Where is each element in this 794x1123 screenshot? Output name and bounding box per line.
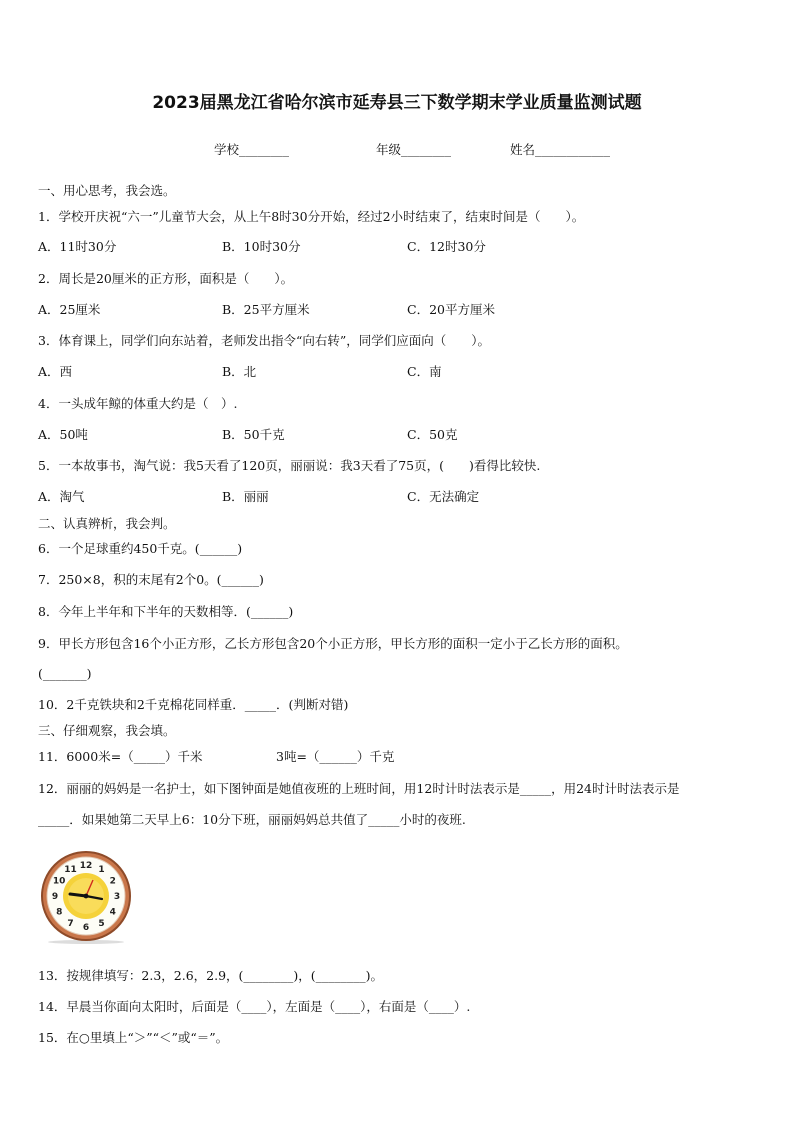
- q9-line2: (_______): [38, 666, 92, 681]
- q1-option-c: C．12时30分: [407, 239, 486, 254]
- q12-line2: _____．如果她第二天早上6：10分下班，丽丽妈妈总共值了_____小时的夜班.: [38, 812, 466, 827]
- q3-option-c: C．南: [407, 364, 442, 379]
- q12-line1: 12．丽丽的妈妈是一名护士，如下图钟面是她值夜班的上班时间，用12时计时法表示是_____，用24时计时法表示是: [38, 781, 680, 796]
- q13: 13．按规律填写：2.3，2.6，2.9，(________)，(________)。: [38, 968, 384, 983]
- q15: 15．在○里填上“＞”“＜”或“＝”。: [38, 1030, 229, 1045]
- clock-numeral: 8: [56, 907, 63, 918]
- section-2-heading: 二、认真辨析，我会判。: [38, 516, 176, 531]
- clock-numeral: 10: [52, 876, 66, 887]
- q11-part1: 11．6000米=（_____）千米: [38, 749, 203, 764]
- q2-stem: 2．周长是20厘米的正方形，面积是（ ）。: [38, 271, 294, 286]
- section-3-heading: 三、仔细观察，我会填。: [38, 723, 176, 738]
- q1-stem: 1．学校开庆祝“六一”儿童节大会，从上午8时30分开始，经过2小时结束了，结束时间是（ ）。: [38, 209, 585, 224]
- hour-hand: [70, 894, 86, 896]
- q1-option-a: A．11时30分: [38, 239, 117, 254]
- clock-numeral: 6: [82, 923, 90, 933]
- q3-option-b: B．北: [222, 364, 257, 379]
- clock-numeral: 7: [67, 918, 74, 929]
- section-1-heading: 一、用心思考，我会选。: [38, 183, 176, 198]
- q4-option-a: A．50吨: [38, 427, 88, 442]
- q14: 14．早晨当你面向太阳时，后面是（____），左面是（____），右面是（____）.: [38, 999, 471, 1014]
- q4-stem: 4．一头成年鲸的体重大约是（ ）.: [38, 396, 238, 411]
- q5-option-b: B．丽丽: [222, 489, 269, 504]
- grade-field: 年级________: [376, 142, 452, 157]
- q3-option-a: A．西: [38, 364, 73, 379]
- q6: 6．一个足球重约450千克。(______): [38, 541, 243, 556]
- clock-numeral: 3: [113, 892, 121, 902]
- page-title: 2023届黑龙江省哈尔滨市延寿县三下数学期末学业质量监测试题: [152, 93, 642, 113]
- q10: 10．2千克铁块和2千克棉花同样重．_____．(判断对错): [38, 697, 349, 712]
- clock-numeral: 5: [98, 918, 105, 929]
- q2-option-b: B．25平方厘米: [222, 302, 310, 317]
- q8: 8．今年上半年和下半年的天数相等．(______): [38, 604, 294, 619]
- clock-numeral: 1: [98, 865, 105, 876]
- q9-line1: 9．甲长方形包含16个小正方形，乙长方形包含20个小正方形，甲长方形的面积一定小于乙长方形的面积。: [38, 636, 628, 651]
- clock-numeral: 4: [109, 907, 116, 918]
- q11-part2: 3吨=（______）千克: [276, 749, 395, 764]
- q3-stem: 3．体育课上，同学们向东站着，老师发出指令“向右转”，同学们应面向（ ）。: [38, 333, 490, 348]
- clock-numeral: 12: [79, 861, 93, 871]
- q7: 7．250×8，积的末尾有2个0。(______): [38, 572, 264, 587]
- school-field: 学校________: [214, 142, 290, 157]
- q4-option-c: C．50克: [407, 427, 458, 442]
- q1-option-b: B．10时30分: [222, 239, 301, 254]
- q4-option-b: B．50千克: [222, 427, 285, 442]
- q5-option-a: A．淘气: [38, 489, 85, 504]
- wall-clock-image: [40, 848, 132, 944]
- q5-option-c: C．无法确定: [407, 489, 480, 504]
- q2-option-c: C．20平方厘米: [407, 302, 495, 317]
- clock-numeral: 2: [109, 876, 116, 887]
- clock-numeral: 9: [51, 892, 59, 902]
- clock-numeral: 11: [64, 865, 77, 876]
- q5-stem: 5．一本故事书，淘气说：我5天看了120页，丽丽说：我3天看了75页，( )看得比较快.: [38, 458, 541, 473]
- name-field: 姓名____________: [510, 142, 611, 157]
- q2-option-a: A．25厘米: [38, 302, 101, 317]
